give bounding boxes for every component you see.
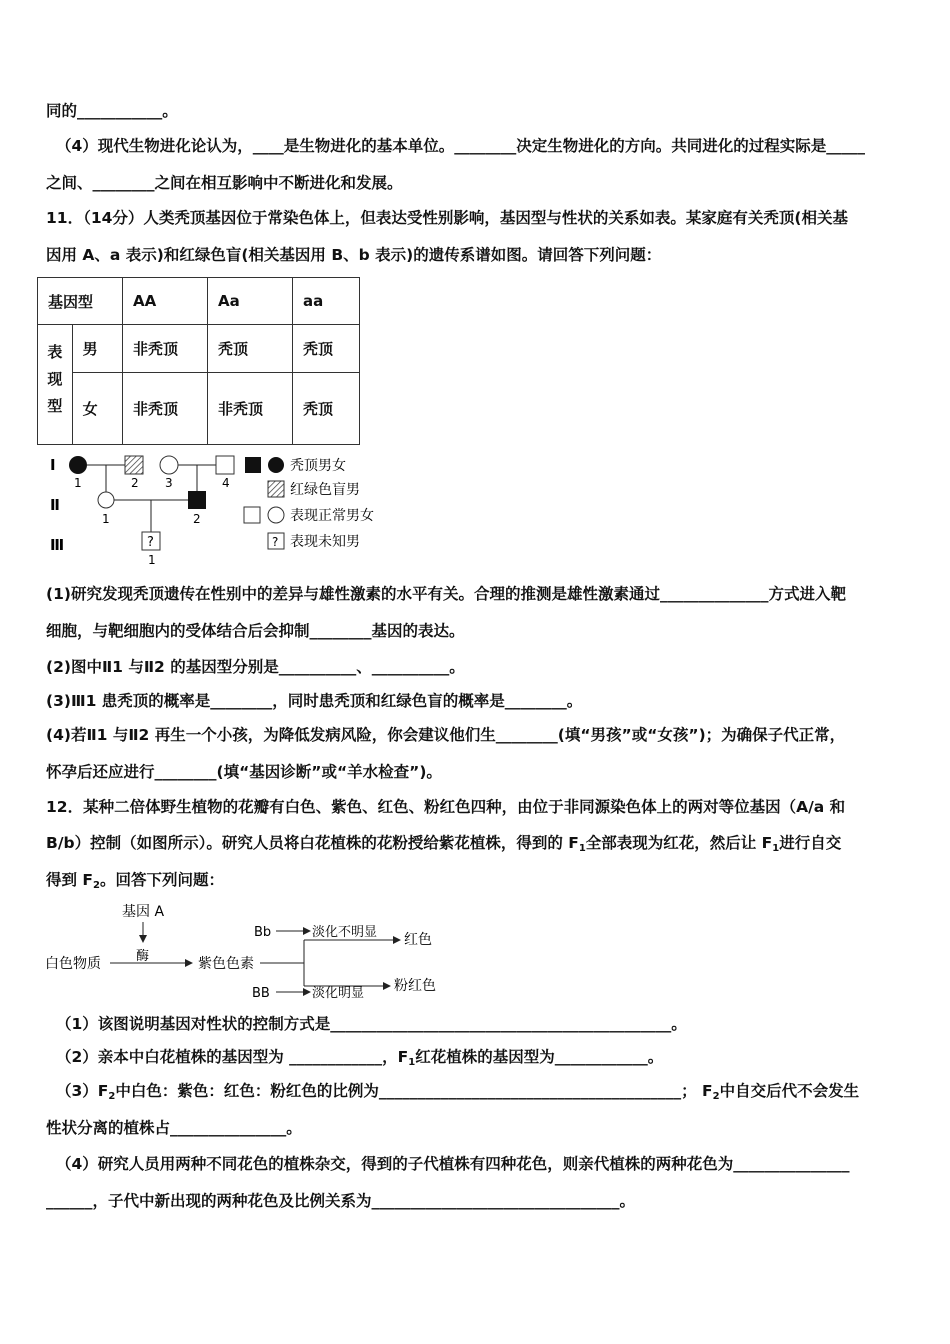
text-line: 同的___________。 (46, 102, 178, 120)
question-11: 11．（14分）人类秃顶基因位于常染色体上，但表达受性别影响，基因型与性状的关系如表。某家庭有关秃顶(相关基 (46, 209, 848, 227)
legend-colorblind-icon (268, 481, 284, 497)
table-cell: 非秃顶 (208, 373, 293, 445)
male-colorblind (125, 456, 143, 474)
table-cell: 秃顶 (293, 325, 360, 373)
gen-label: Ⅲ (50, 536, 65, 554)
svg-text:?: ? (147, 535, 154, 550)
legend-label: 秃顶男女 (290, 458, 346, 474)
svg-text:?: ? (272, 535, 279, 549)
white-substance: 白色物质 (45, 956, 101, 972)
red-label: 红色 (404, 932, 432, 948)
legend-label: 表现未知男 (290, 534, 360, 550)
text-line: （4）研究人员用两种不同花色的植株杂交，得到的子代植株有四种花色，则亲代植株的两种花色为_______________ (56, 1155, 850, 1173)
text-line: 性状分离的植株占_______________。 (46, 1119, 302, 1137)
female-bald (69, 456, 87, 474)
table-cell: 秃顶 (208, 325, 293, 373)
text-line: 之间、________之间在相互影响中不断进化和发展。 (46, 174, 403, 192)
svg-text:2: 2 (193, 512, 201, 526)
male-normal (216, 456, 234, 474)
gen-label: Ⅱ (50, 496, 60, 514)
female-normal (160, 456, 178, 474)
svg-text:1: 1 (148, 553, 156, 567)
text-line: 因用 A、a 表示)和红绿色盲(相关基因用 B、b 表示)的遗传系谱如图。请回答下列问题： (46, 246, 662, 264)
svg-text:3: 3 (165, 476, 173, 490)
table-cell: 非秃顶 (123, 325, 208, 373)
text-line: 细胞，与靶细胞内的受体结合后会抑制________基因的表达。 (46, 622, 465, 640)
svg-text:1: 1 (74, 476, 82, 490)
purple-pigment: 紫色色素 (198, 956, 254, 972)
female-normal (98, 492, 114, 508)
legend-label: 红绿色盲男 (290, 482, 360, 498)
bb-label: BB (252, 986, 270, 1001)
svg-text:4: 4 (222, 476, 230, 490)
male-bald (188, 491, 206, 509)
table-group-label: 表现型 (38, 325, 73, 445)
bb-label: Bb (254, 925, 272, 940)
table-cell: 男 (72, 325, 122, 373)
pathway-diagram (40, 898, 460, 1008)
faint-label: 淡化不明显 (312, 925, 378, 940)
text-line: 怀孕后还应进行________(填“基因诊断”或“羊水检查”)。 (46, 763, 442, 781)
text-line: (4)若Ⅱ1 与Ⅱ2 再生一个小孩，为降低发病风险，你会建议他们生________(填“男孩”或“女孩”)；为确保子代正常， (46, 726, 846, 744)
svg-text:1: 1 (102, 512, 110, 526)
svg-text:2: 2 (131, 476, 139, 490)
question-12: 12．某种二倍体野生植物的花瓣有白色、紫色、红色、粉红色四种，由位于非同源染色体上的两对等位基因（A/a 和 (46, 798, 846, 816)
enzyme-label: 酶 (136, 949, 150, 964)
text-line: (2)图中Ⅱ1 与Ⅱ2 的基因型分别是__________、__________。 (46, 658, 465, 676)
table-cell: 女 (72, 373, 122, 445)
pink-label: 粉红色 (394, 978, 436, 994)
table-header: 基因型 (38, 278, 123, 325)
table-cell: 非秃顶 (123, 373, 208, 445)
text-line: （4）现代生物进化论认为，____是生物进化的基本单位。________决定生物进化的方向。共同进化的过程实际是_____ (56, 137, 866, 155)
text-line: (3)Ⅲ1 患秃顶的概率是________，同时患秃顶和红绿色盲的概率是________。 (46, 692, 583, 710)
text-line: (1)研究发现秃顶遗传在性别中的差异与雄性激素的水平有关。合理的推测是雄性激素通过______________方式进入靶 (46, 585, 846, 603)
pedigree-chart (40, 450, 400, 575)
text-line: （2）亲本中白花植株的基因型为 ____________，$F_1$红花植株的基因型为____________。 (56, 1048, 664, 1068)
text-line: 得到 $F_2$。回答下列问题： (46, 871, 224, 891)
legend-label: 表现正常男女 (290, 508, 374, 524)
gene-a-label: 基因 A (122, 904, 165, 920)
table-header: aa (293, 278, 360, 325)
legend-normal-icon (268, 507, 284, 523)
table-header: Aa (208, 278, 293, 325)
legend-bald-icon (245, 457, 261, 473)
legend-normal-icon (244, 507, 260, 523)
legend-bald-icon (268, 457, 284, 473)
gen-label: Ⅰ (50, 456, 56, 474)
text-line: （1）该图说明基因对性状的控制方式是____________________________________________。 (56, 1015, 687, 1033)
genotype-table (37, 277, 360, 445)
text-line: B/b）控制（如图所示）。研究人员将白花植株的花粉授给紫花植株，得到的 $F_1$全部表现为红花，然后让 $F_1$进行自交 (46, 834, 842, 854)
text-line: ______，子代中新出现的两种花色及比例关系为________________________________。 (46, 1192, 636, 1210)
table-cell: 秃顶 (293, 373, 360, 445)
strong-label: 淡化明显 (312, 986, 365, 1001)
table-header: AA (123, 278, 208, 325)
text-line: $(3)F_2$中白色：紫色：红色：粉红色的比例为_______________________________________； $F_2$中自交后代不会发生 (56, 1082, 860, 1102)
